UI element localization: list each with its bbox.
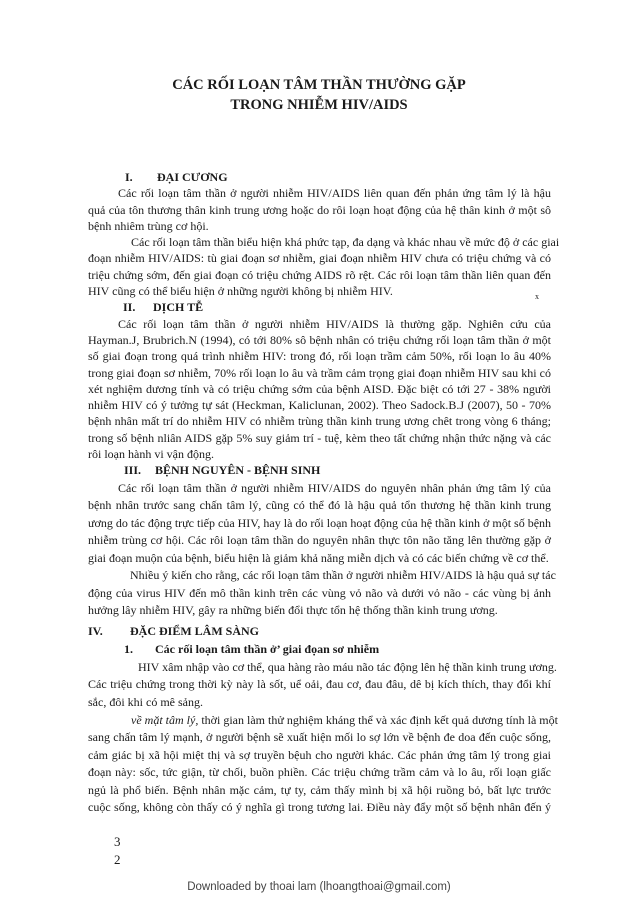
paragraph-line: số giai đoạn trong quá trình nhiễm HIV: trong đó, rối loạn trầm cảm 50%, rối loạn lo âu 40% — [88, 349, 551, 363]
paragraph-line: rôi loạn hành vi vận động. — [88, 447, 214, 461]
paragraph-line: hưởng lây nhiễm HIV, gây ra những biến đổi thực tổn hệ thống thần kinh trung ương. — [88, 603, 498, 617]
paragraph-line: Các rối loạn tâm thần ở người nhiễm HIV/AIDS liên quan đến phản ứng tâm lý là hậu — [118, 186, 551, 200]
section-heading: DỊCH TỄ — [153, 300, 204, 314]
section-number: I. — [125, 170, 133, 184]
paragraph-line — [131, 712, 558, 728]
paragraph-line: đoạn nhiễm HIV/AIDS: tù giai đoạn sơ nhiễm, giai đoạn nhiễm HIV chưa có triệu chứng và có — [88, 251, 551, 265]
paragraph-line: Các rối loạn tâm thần biểu hiện khá phức tạp, đa dạng và khác nhau về mức độ ở các giai — [131, 235, 560, 249]
margin-mark: x — [535, 292, 539, 301]
paragraph-line: cuộc sống, không còn thấy có ý nghĩa gì trong tương lai. Điều này đẩy một số bệnh nhân đến ý — [88, 800, 551, 814]
paragraph-line: Các rối loạn tâm thần ở người nhiễm HIV/AIDS do nguyên nhân phản ứng tâm lý của — [118, 481, 551, 495]
paragraph-line: động của virus HIV đến mô thần kinh trên các vùng vỏ não và dưới vỏ não - các vùng bị ảnh — [88, 586, 551, 600]
section-number: II. — [123, 300, 136, 314]
section-heading: ĐẠI CƯƠNG — [157, 170, 228, 184]
document-title-line: CÁC RỐI LOẠN TÂM THẦN THƯỜNG GẶP — [172, 77, 466, 93]
section-heading: ĐẶC ĐIỂM LÂM SÀNG — [130, 624, 259, 638]
paragraph-line: sắc, đôi khi có mê sảng. — [88, 695, 203, 709]
paragraph-line: quả của tôn thương thân kinh trung ương hoặc do rôi loạn hoạt động của hệ thân kinh ở một sô — [88, 203, 551, 217]
paragraph-line: cảm giác bị xã hội miệt thị và sợ truyền bệuh cho người khác. Các phản ứng tâm lý trong giai — [88, 748, 551, 762]
subsection-heading: Các rối loạn tâm thần ở’ giai đọan sơ nhiễm — [155, 642, 380, 656]
italic-lead: về mặt tâm lý, — [131, 713, 199, 727]
section-heading: BỆNH NGUYÊN - BỆNH SINH — [155, 463, 321, 477]
paragraph-line: ương do tác động trực tiếp của HIV, hay là do rối loạn hoạt động của hệ thần kinh ở một số bệnh — [88, 516, 552, 530]
paragraph-line: trong số bệnh nliân AIDS gặp 5% suy giảm trí - tuệ, kèm theo tất chứng nhận thức nặng và các — [88, 431, 551, 445]
line-text: thời gian làm thử nghiệm kháng thể và xác định kết quả dương tính là một — [198, 713, 558, 727]
paragraph-line: trong giai đoạn sơ nhiễm, 70% rối loạn lo âu và trầm cảm trọng giai đoạn nhiễm HIV sau khi có — [88, 366, 551, 380]
section-number: III. — [124, 463, 142, 477]
paragraph-line: Hayman.J, Brubrich.N (1994), có tới 80% sô bệnh nhân có triệu chứng rối loạn tâm thần ở một — [88, 333, 551, 347]
paragraph-line: triệu chứng sớm, đến giai đoạn có triệu chứng AIDS rõ rệt. Các rôi loạn tâm thần liên quan đến — [88, 268, 551, 282]
document-title-line: TRONG NHIỄM HIV/AIDS — [230, 97, 408, 113]
page-number-digit: 2 — [114, 852, 121, 867]
paragraph-line: bệnh nhân trước sang chấn tâm lý, cũng có thể đó là hậu quả tổn thương hệ thần kinh trung — [88, 498, 551, 512]
paragraph-line: đoạn này: sốc, tức giận, từ chối, buồn phiền. Các triệu chứng trầm cảm và lo âu, rối loạn giấc — [88, 765, 551, 779]
paragraph-line: HIV cũng có thể biểu hiện ở những người không bị nhiễm HIV. — [88, 284, 393, 298]
paragraph-line: ngủ là phổ biến. Bệnh nhân mặc cảm, tự ty, cảm thấy mình bị xã hội ruồng bỏ, bất lực trước — [88, 783, 551, 797]
download-footer: Downloaded by thoai lam (lhoangthoai@gmail.com) — [187, 881, 451, 893]
paragraph-line: sang chấn tâm lý mạnh, ở người bệnh sẽ xuất hiện mối lo sợ lớn về bệnh đe doa đến cuộc sống, — [88, 730, 551, 744]
paragraph-line: bệnh nhiêm trùng cơ hội. — [88, 219, 209, 233]
paragraph-line: bệnh nhân mất trí do nhiễm HIV có nhiễm trùng thần kinh trung ương chêt trong vòng 6 tháng; — [88, 414, 551, 428]
paragraph-line: HIV xâm nhập vào cơ thể, qua hàng rào máu não tác động lên hệ thần kinh trung ương. — [138, 660, 557, 674]
page-number-digit: 3 — [114, 834, 121, 849]
paragraph-line: nhiễm HIV có ý tưởng tự sát (Heckman, Kaliclunan, 2002). Theo Sadock.B.J (2007), 50 - 70% — [88, 398, 551, 412]
subsection-number: 1. — [124, 642, 133, 656]
paragraph-line: Các rối loạn tâm thần ở người nhiễm HIV/AIDS là thường gặp. Nghiên cứu của — [118, 317, 551, 331]
paragraph-line: nhiễm trùng cơ hội. Các rôi loạn tâm thần do nguyên nhân thực tôn não tăng lên thường gặp ở — [88, 533, 551, 547]
paragraph-line: giai đoạn muộn của bệnh, biểu hiện là giảm khả năng miễn dịch và có các biến chứng về cơ thể. — [88, 551, 549, 565]
section-number: IV. — [88, 624, 103, 638]
paragraph-line: xét nghiệm dương tính và có triệu chứng sớm của bệnh AISD. Đặc biệt có tới 27 - 38% người — [88, 382, 551, 396]
paragraph-line: Các triệu chứng trong thời kỳ này là sốt, uể oải, đau cơ, đau đâu, dê bị kích thích, thay đổi khí — [88, 677, 551, 691]
paragraph-line: Nhiều ý kiến cho rằng, các rối loạn tâm thần ở người nhiễm HIV/AIDS là hậu quả sự tác — [130, 568, 556, 582]
